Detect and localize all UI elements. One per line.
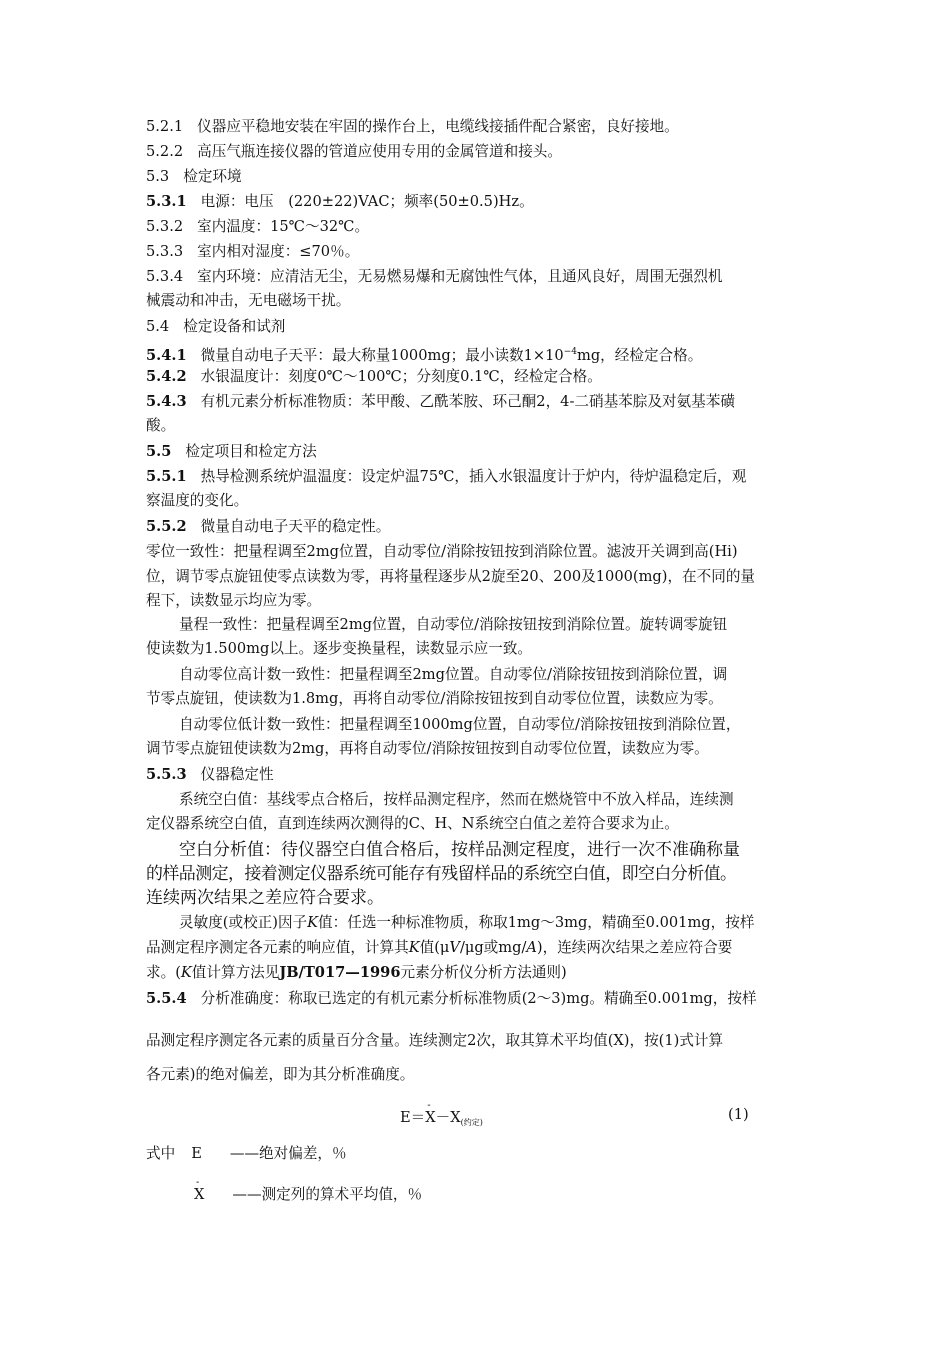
clause-text: 微量自动电子天平的稳定性。 [200, 518, 391, 535]
paragraph-text: 定仪器系统空白值，直到连续两次测得的C、H、N系统空白值之差符合要求为止。 [146, 815, 679, 832]
paragraph-text: 连续两次结果之差应符合要求。 [146, 888, 384, 908]
exponent: −4 [563, 347, 577, 357]
section-5-3-heading [146, 168, 816, 186]
paragraph-text: /μg或mg/ [459, 939, 527, 956]
paragraph-text: 求。( [146, 964, 181, 981]
paragraph-line [179, 616, 849, 634]
clause-5-4-2 [146, 368, 816, 386]
clause-text: 仪器稳定性 [200, 766, 274, 783]
paragraph-text: 零位一致性：把量程调至2mg位置，自动零位/消除按钮按到消除位置。滤波开关调到高(Hi) [146, 543, 738, 560]
symbol-a: A [526, 939, 537, 956]
paragraph-text: 自动零位低计数一致性：把量程调至1000mg位置，自动零位/消除按钮按到消除位置， [179, 716, 741, 733]
clause-number: 5.2.1 [146, 118, 184, 135]
paragraph-line [146, 1066, 816, 1084]
formula-lhs: E＝ [400, 1109, 426, 1126]
clause-number: 5.5.2 [146, 518, 187, 535]
clause-text: 察温度的变化。 [146, 492, 249, 509]
paragraph-text: 使读数为1.500mg以上。逐步变换量程，读数显示应一致。 [146, 640, 533, 657]
paragraph-text: 各元素)的绝对偏差，即为其分析准确度。 [146, 1066, 415, 1083]
symbol-v: V [449, 939, 460, 956]
formula-subscript: (约定) [460, 1118, 483, 1127]
clause-number: 5.3 [146, 168, 170, 185]
paragraph-line [179, 914, 849, 932]
paragraph-line [146, 815, 816, 833]
clause-text: 电源：电压 (220±22)VAC；频率(50±0.5)Hz。 [200, 193, 534, 210]
clause-5-3-1 [146, 193, 816, 211]
paragraph-line [146, 568, 816, 586]
x-bar-symbol: - X [425, 1109, 435, 1126]
clause-number: 5.2.2 [146, 143, 184, 160]
clause-number: 5.3.2 [146, 218, 184, 235]
paragraph-text: 值：任选一种标准物质，称取1mg～3mg，精确至0.001mg，按样 [318, 914, 755, 931]
clause-number: 5.3.1 [146, 193, 187, 210]
clause-text: 热导检测系统炉温温度：设定炉温75℃，插入水银温度计于炉内，待炉温稳定后，观 [200, 468, 747, 485]
clause-text: mg，经检定合格。 [577, 347, 703, 364]
clause-5-5-1-cont [146, 492, 816, 510]
paragraph-text: 系统空白值：基线零点合格后，按样品测定程序，然而在燃烧管中不放入样品，连续测 [179, 791, 734, 808]
paragraph-line [146, 640, 816, 658]
paragraph-text: 值(μ [419, 939, 450, 956]
paragraph-text: 调节零点旋钮使读数为2mg，再将自动零位/消除按钮按到自动零位位置，读数应为零。 [146, 740, 709, 757]
clause-5-5-3 [146, 766, 816, 784]
paragraph-line [179, 666, 849, 684]
clause-text: 仪器应平稳地安装在牢固的操作台上，电缆线接插件配合紧密，良好接地。 [197, 118, 679, 135]
clause-text: 有机元素分析标准物质：苯甲酸、乙酰苯胺、环己酮2，4-二硝基苯腙及对氨基苯磺 [200, 393, 735, 410]
formula-1 [400, 1106, 483, 1128]
clause-text: 水银温度计：刻度0℃～100℃；分刻度0.1℃，经检定合格。 [200, 368, 602, 385]
section-title: 检定环境 [183, 168, 242, 185]
paragraph-line [146, 887, 816, 909]
clause-5-3-2 [146, 218, 816, 236]
clause-number: 5.5.4 [146, 990, 187, 1007]
clause-text: 室内温度：15℃～32℃。 [197, 218, 370, 235]
paragraph-line [146, 543, 816, 561]
clause-text: 微量自动电子天平：最大称量1000mg；最小读数1×10 [200, 347, 564, 364]
paragraph-text: 程下，读数显示均应为零。 [146, 592, 322, 609]
clause-number: 5.4.1 [146, 347, 187, 364]
clause-5-3-3 [146, 243, 816, 261]
paragraph-text: 自动零位高计数一致性：把量程调至2mg位置。自动零位/消除按钮按到消除位置，调 [179, 666, 728, 683]
clause-number: 5.3.4 [146, 268, 184, 285]
paragraph-line [146, 592, 816, 610]
paragraph-text: 节零点旋钮，使读数为1.8mg，再将自动零位/消除按钮按到自动零位位置，读数应为零。 [146, 690, 723, 707]
section-title: 检定项目和检定方法 [185, 443, 317, 460]
paragraph-line [146, 1032, 816, 1050]
paragraph-text: 灵敏度(或校正)因子 [179, 914, 308, 931]
paragraph-line [146, 690, 816, 708]
paragraph-line [146, 863, 816, 885]
paragraph-text: 品测定程序测定各元素的质量百分含量。连续测定2次，取其算术平均值(X)，按(1)式计算 [146, 1032, 724, 1049]
paragraph-text: 位，调节零点旋钮使零点读数为零，再将量程逐步从2旋至20、200及1000(mg)，在不同的量 [146, 568, 756, 585]
clause-5-2-2 [146, 143, 816, 161]
symbol-k: K [307, 914, 319, 931]
section-title: 检定设备和试剂 [183, 318, 286, 335]
paragraph-line [146, 964, 816, 982]
equation-number: (1) [728, 1106, 749, 1123]
definition-x-bar [146, 1183, 422, 1204]
clause-text: 高压气瓶连接仪器的管道应使用专用的金属管道和接头。 [197, 143, 562, 160]
clause-5-5-4 [146, 990, 816, 1008]
clause-number: 5.5.1 [146, 468, 187, 485]
definition-symbol: E [191, 1145, 202, 1162]
paragraph-text: 空白分析值：待仪器空白值合格后，按样品测定程度，进行一次不准确称量 [179, 840, 740, 860]
clause-5-5-2 [146, 518, 816, 536]
definition-e [146, 1142, 347, 1163]
standard-reference: JB/T017—1996 [279, 964, 401, 981]
clause-text: 室内环境：应清洁无尘，无易燃易爆和无腐蚀性气体，且通风良好，周围无强烈机 [197, 268, 723, 285]
definition-symbol: - X [194, 1186, 204, 1203]
section-5-4-heading [146, 318, 816, 336]
clause-text: 械震动和冲击，无电磁场干扰。 [146, 292, 351, 309]
clause-5-4-3 [146, 393, 816, 411]
clause-5-5-1 [146, 468, 816, 486]
paragraph-text: 的样品测定，接着测定仪器系统可能存有残留样品的系统空白值，即空白分析值。 [146, 864, 737, 884]
clause-text: 分析准确度：称取已选定的有机元素分析标准物质(2～3)mg。精确至0.001mg，按样 [200, 990, 757, 1007]
symbol-k: K [408, 939, 420, 956]
clause-number: 5.4.2 [146, 368, 187, 385]
clause-5-3-4 [146, 268, 816, 286]
paragraph-line [146, 939, 816, 957]
paragraph-line [146, 740, 816, 758]
clause-5-3-4-cont [146, 292, 816, 310]
paragraph-text: 品测定程序测定各元素的响应值，计算其 [146, 939, 409, 956]
clause-number: 5.4.3 [146, 393, 187, 410]
definition-text: ——测定列的算术平均值，％ [232, 1186, 423, 1203]
paragraph-line [179, 716, 849, 734]
section-5-5-heading [146, 443, 816, 461]
paragraph-text: 元素分析仪分析方法通则) [400, 964, 567, 981]
clause-number: 5.5 [146, 443, 172, 460]
paragraph-text: 量程一致性：把量程调至2mg位置，自动零位/消除按钮按到消除位置。旋转调零旋钮 [179, 616, 728, 633]
clause-5-4-1 [146, 343, 816, 365]
formula-minus-term: －X [435, 1109, 461, 1126]
clause-text: 室内相对湿度：≤70％。 [197, 243, 360, 260]
paragraph-text: )，连续两次结果之差应符合要 [536, 939, 733, 956]
clause-number: 5.3.3 [146, 243, 184, 260]
paragraph-text: 值计算方法见 [191, 964, 280, 981]
paragraph-line [179, 839, 849, 861]
paragraph-line [179, 791, 849, 809]
definition-text: ——绝对偏差，％ [229, 1145, 347, 1162]
clause-number: 5.5.3 [146, 766, 187, 783]
clause-number: 5.4 [146, 318, 170, 335]
clause-5-2-1 [146, 118, 816, 136]
symbol-k: K [180, 964, 192, 981]
clause-text: 酸。 [146, 417, 176, 434]
definition-prefix: 式中 [146, 1145, 176, 1162]
clause-5-4-3-cont [146, 417, 816, 435]
